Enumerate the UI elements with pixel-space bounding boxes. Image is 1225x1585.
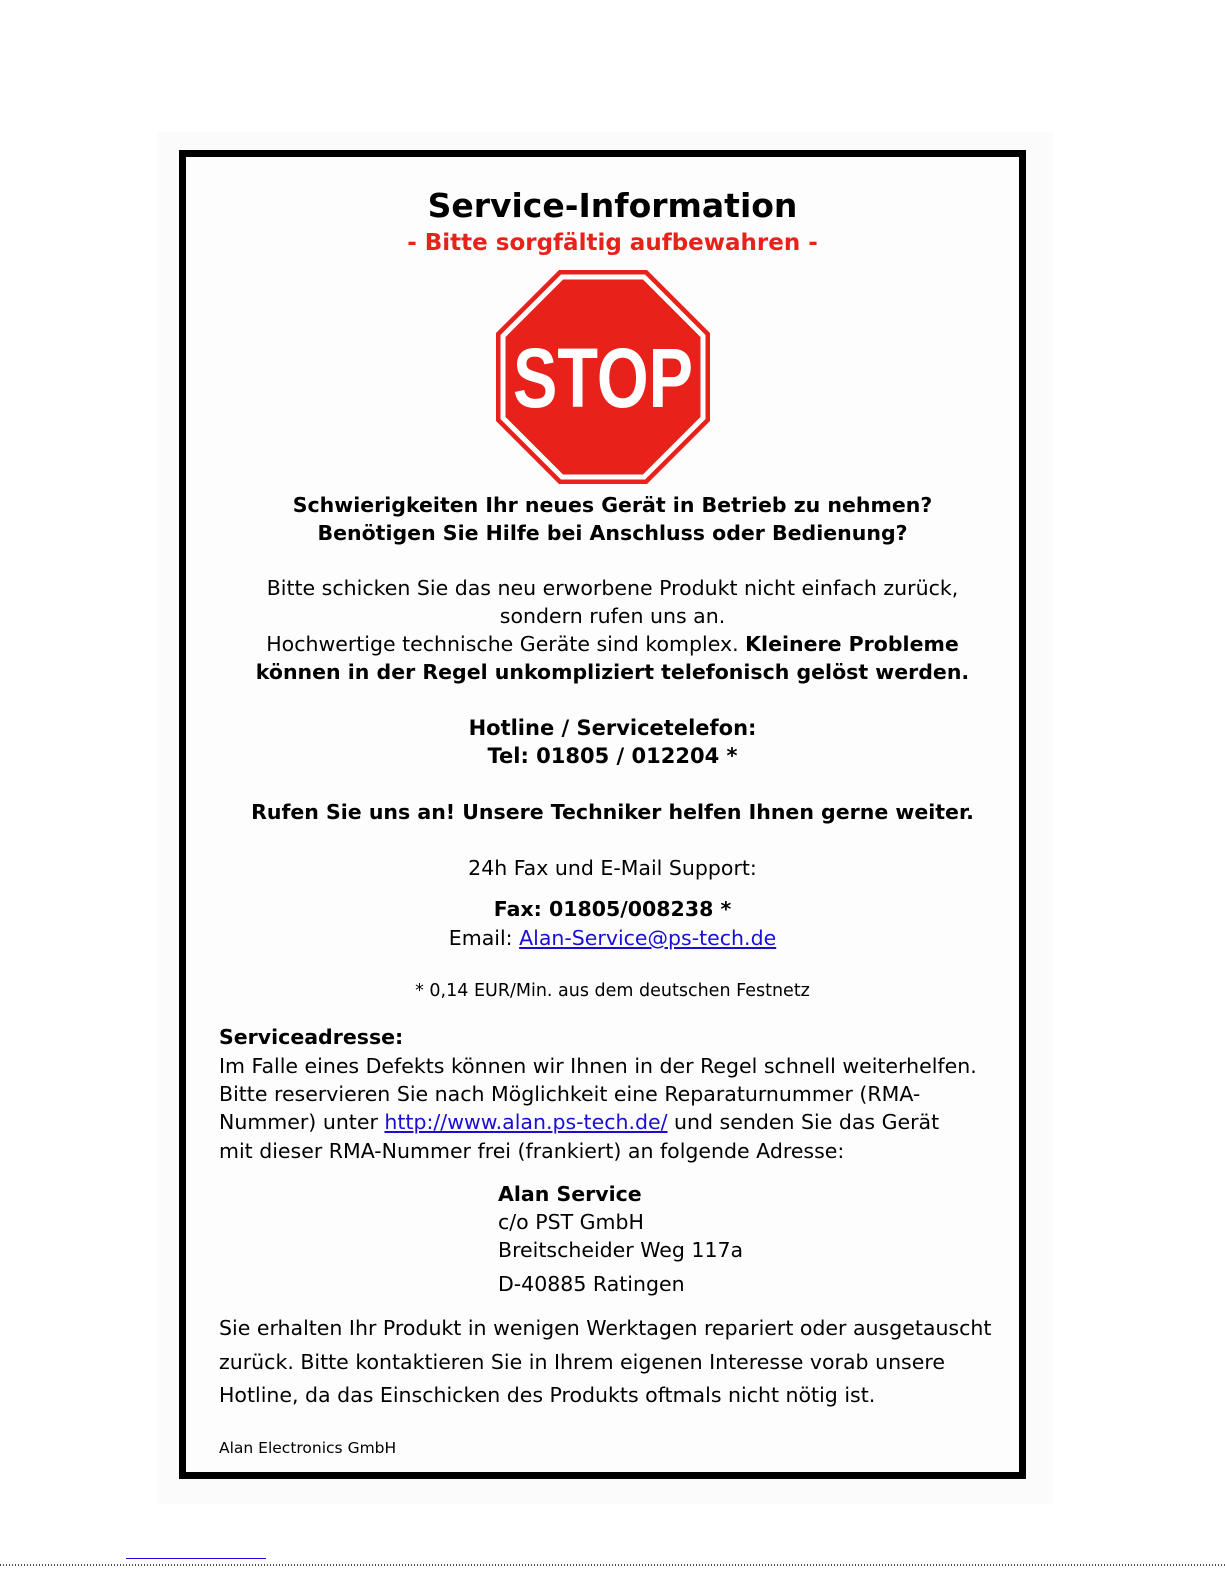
call-to-action: Rufen Sie uns an! Unsere Techniker helfen Ihnen gerne weiter. — [251, 800, 974, 824]
page-title: Service-Information — [427, 186, 798, 225]
address-street: Breitscheider Weg 117a — [498, 1238, 744, 1262]
footer-line-1: Sie erhalten Ihr Produkt in wenigen Werktagen repariert oder ausgetauscht — [219, 1316, 992, 1340]
hotline-phone: Tel: 01805 / 012204 * — [487, 744, 738, 768]
company-name: Alan Electronics GmbH — [219, 1439, 397, 1457]
price-note: * 0,14 EUR/Min. aus dem deutschen Festnetz — [415, 981, 810, 1001]
rma-url-link[interactable]: http://www.alan.ps-tech.de/ — [384, 1110, 668, 1134]
intro-line-3-bold: Kleinere Probleme — [745, 632, 959, 656]
email-link[interactable]: Alan-Service@ps-tech.de — [519, 926, 777, 950]
question-line-2: Benötigen Sie Hilfe bei Anschluss oder Bedienung? — [317, 521, 908, 545]
page-bottom-line — [0, 1564, 1225, 1566]
address-co: c/o PST GmbH — [498, 1210, 644, 1234]
page-subtitle: - Bitte sorgfältig aufbewahren - — [407, 230, 818, 256]
service-address-line-1: Im Falle eines Defekts können wir Ihnen in der Regel schnell weiterhelfen. — [219, 1054, 977, 1078]
service-address-line-4: mit dieser RMA-Nummer frei (frankiert) an folgende Adresse: — [219, 1139, 845, 1163]
email-label: Email: — [448, 926, 520, 950]
address-name: Alan Service — [498, 1182, 642, 1206]
stop-sign-icon — [493, 267, 713, 487]
question-line-1: Schwierigkeiten Ihr neues Gerät in Betrieb zu nehmen? — [292, 493, 933, 517]
footnote-rule — [126, 1558, 266, 1559]
intro-line-1: Bitte schicken Sie das neu erworbene Produkt nicht einfach zurück, — [266, 576, 959, 600]
stop-sign-text: STOP — [513, 331, 693, 425]
service-address-line-3-after: und senden Sie das Gerät — [667, 1110, 940, 1134]
service-address-line-3-before: Nummer) unter — [219, 1110, 385, 1134]
email-line — [0, 926, 1225, 950]
address-city: D-40885 Ratingen — [498, 1272, 685, 1296]
support-label: 24h Fax und E-Mail Support: — [468, 856, 757, 880]
hotline-label: Hotline / Servicetelefon: — [468, 716, 757, 740]
service-address-line-3 — [219, 1110, 939, 1134]
service-address-line-2: Bitte reservieren Sie nach Möglichkeit eine Reparaturnummer (RMA- — [219, 1082, 921, 1106]
intro-line-2: sondern rufen uns an. — [499, 604, 726, 628]
footer-line-3: Hotline, da das Einschicken des Produkts oftmals nicht nötig ist. — [219, 1383, 876, 1407]
fax-number: Fax: 01805/008238 * — [493, 897, 732, 921]
intro-line-3-regular: Hochwertige technische Geräte sind komplex. — [266, 632, 746, 656]
footer-line-2: zurück. Bitte kontaktieren Sie in Ihrem eigenen Interesse vorab unsere — [219, 1350, 945, 1374]
intro-line-3 — [0, 632, 1225, 656]
intro-line-4: können in der Regel unkompliziert telefonisch gelöst werden. — [255, 660, 970, 684]
service-address-heading: Serviceadresse: — [219, 1025, 404, 1049]
